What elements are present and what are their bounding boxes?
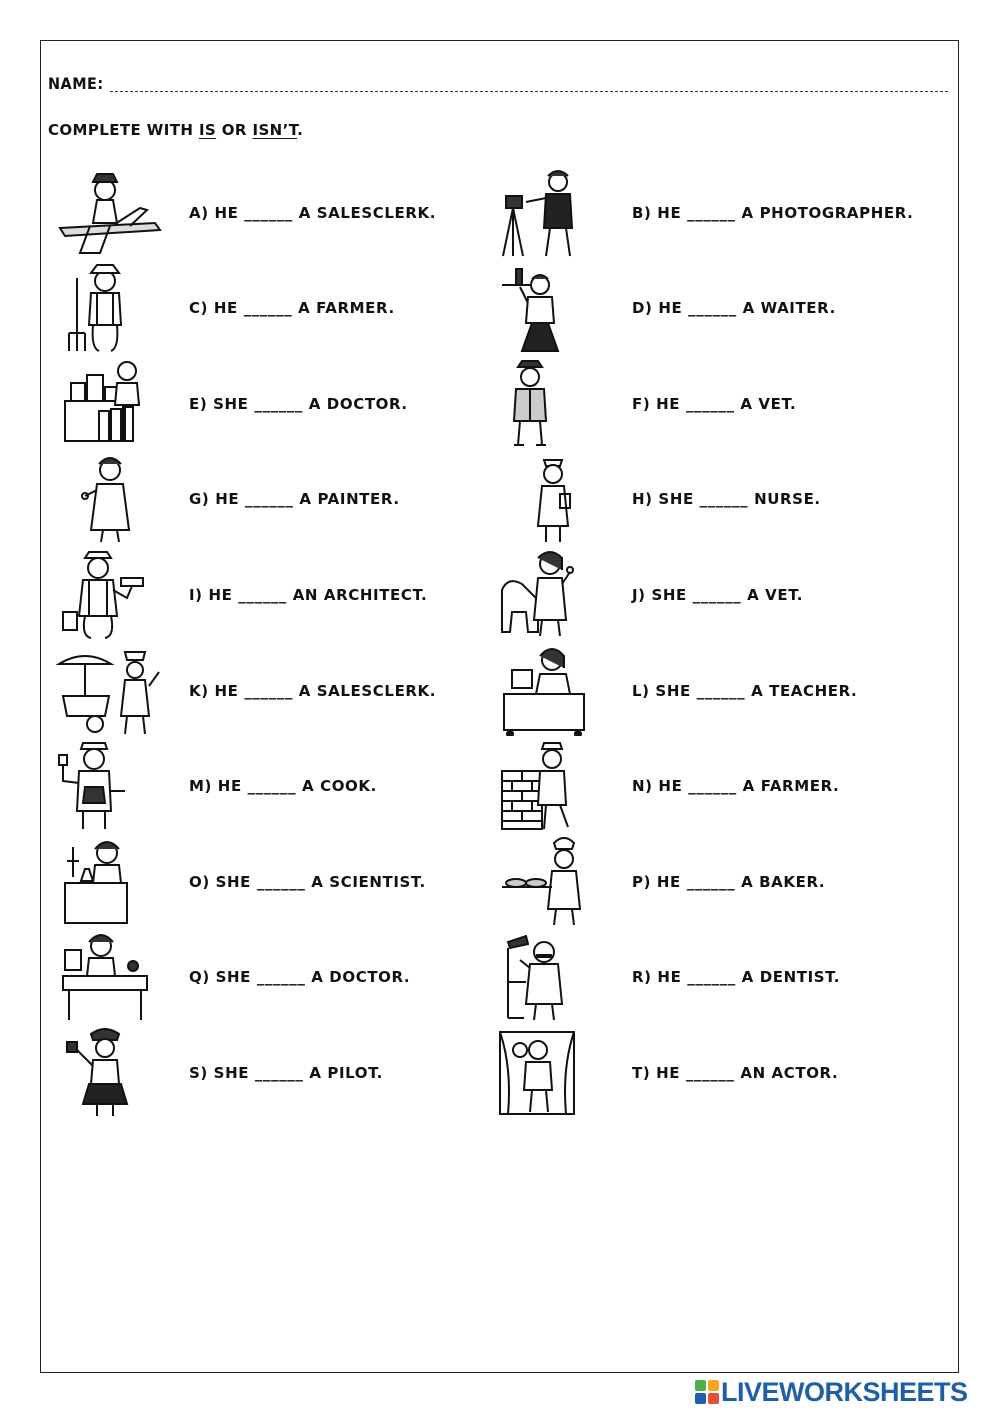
exercise-item-a [55,168,436,258]
sentence: M) HE ______ A COOK. [189,777,377,795]
exercise-item-m [55,741,377,831]
sentence: O) SHE ______ A SCIENTIST. [189,873,426,891]
instruction-end: . [297,121,304,139]
sentence: G) HE ______ A PAINTER. [189,490,400,508]
waiter-icon [498,263,608,353]
photographer-icon [498,168,608,258]
sentence: N) HE ______ A FARMER. [632,777,840,795]
name-field[interactable] [110,90,948,92]
doctor-icon [55,454,165,544]
exercise-item-r [498,932,840,1022]
cashier-icon [498,646,608,736]
painter-icon [55,550,165,640]
exercise-item-l [498,646,857,736]
option-isnt: ISN’T [252,121,298,139]
sentence: D) HE ______ A WAITER. [632,299,836,317]
street-vendor-icon [55,646,165,736]
exercise-item-q [55,932,410,1022]
sentence: R) HE ______ A DENTIST. [632,968,841,986]
option-is: IS [198,121,217,139]
pilot-icon [55,168,165,258]
architect-icon [55,359,165,449]
exercise-item-g [55,454,400,544]
cook-icon [55,741,165,831]
exercise-item-k [55,646,436,736]
exercise-item-p [498,837,825,927]
exercise-item-n [498,741,839,831]
sentence: T) HE ______ AN ACTOR. [632,1064,839,1082]
police-officer-icon [498,359,608,449]
vet-icon [498,550,608,640]
sentence: E) SHE ______ A DOCTOR. [189,395,408,413]
baker-icon [498,837,608,927]
exercise-item-b [498,168,913,258]
actor-icon [498,1028,608,1118]
instruction-prefix: COMPLETE WITH [48,121,194,139]
hairdresser-icon [55,1028,165,1118]
sentence: H) SHE ______ NURSE. [632,490,821,508]
liveworksheets-brand[interactable] [695,1377,968,1407]
scientist-icon [55,837,165,927]
sentence: S) SHE ______ A PILOT. [189,1064,383,1082]
exercise-item-s [55,1028,383,1118]
exercise-item-i [55,550,427,640]
teacher-icon [55,932,165,1022]
exercise-item-t [498,1028,838,1118]
sentence: I) HE ______ AN ARCHITECT. [189,586,428,604]
exercise-item-o [55,837,426,927]
brand-text: LIVEWORKSHEETS [721,1376,968,1407]
exercise-item-f [498,359,796,449]
name-label: NAME: [48,74,104,93]
instruction [48,121,303,139]
sentence: C) HE ______ A FARMER. [189,299,395,317]
exercise-item-e [55,359,408,449]
builder-icon [498,741,608,831]
farmer-icon [55,263,165,353]
dentist-icon [498,932,608,1022]
sentence: F) HE ______ A VET. [632,395,797,413]
liveworksheets-logo-icon [695,1380,719,1404]
exercise-item-d [498,263,836,353]
exercise-item-h [498,454,821,544]
exercise-item-c [55,263,395,353]
sentence: J) SHE ______ A VET. [632,586,804,604]
sentence: B) HE ______ A PHOTOGRAPHER. [632,204,914,222]
name-row [48,70,948,96]
instruction-or: OR [221,121,247,139]
sentence: L) SHE ______ A TEACHER. [632,682,858,700]
exercise-item-j [498,550,803,640]
sentence: P) HE ______ A BAKER. [632,873,826,891]
sentence: K) HE ______ A SALESCLERK. [189,682,437,700]
nurse-icon [498,454,608,544]
sentence: A) HE ______ A SALESCLERK. [189,204,437,222]
sentence: Q) SHE ______ A DOCTOR. [189,968,411,986]
